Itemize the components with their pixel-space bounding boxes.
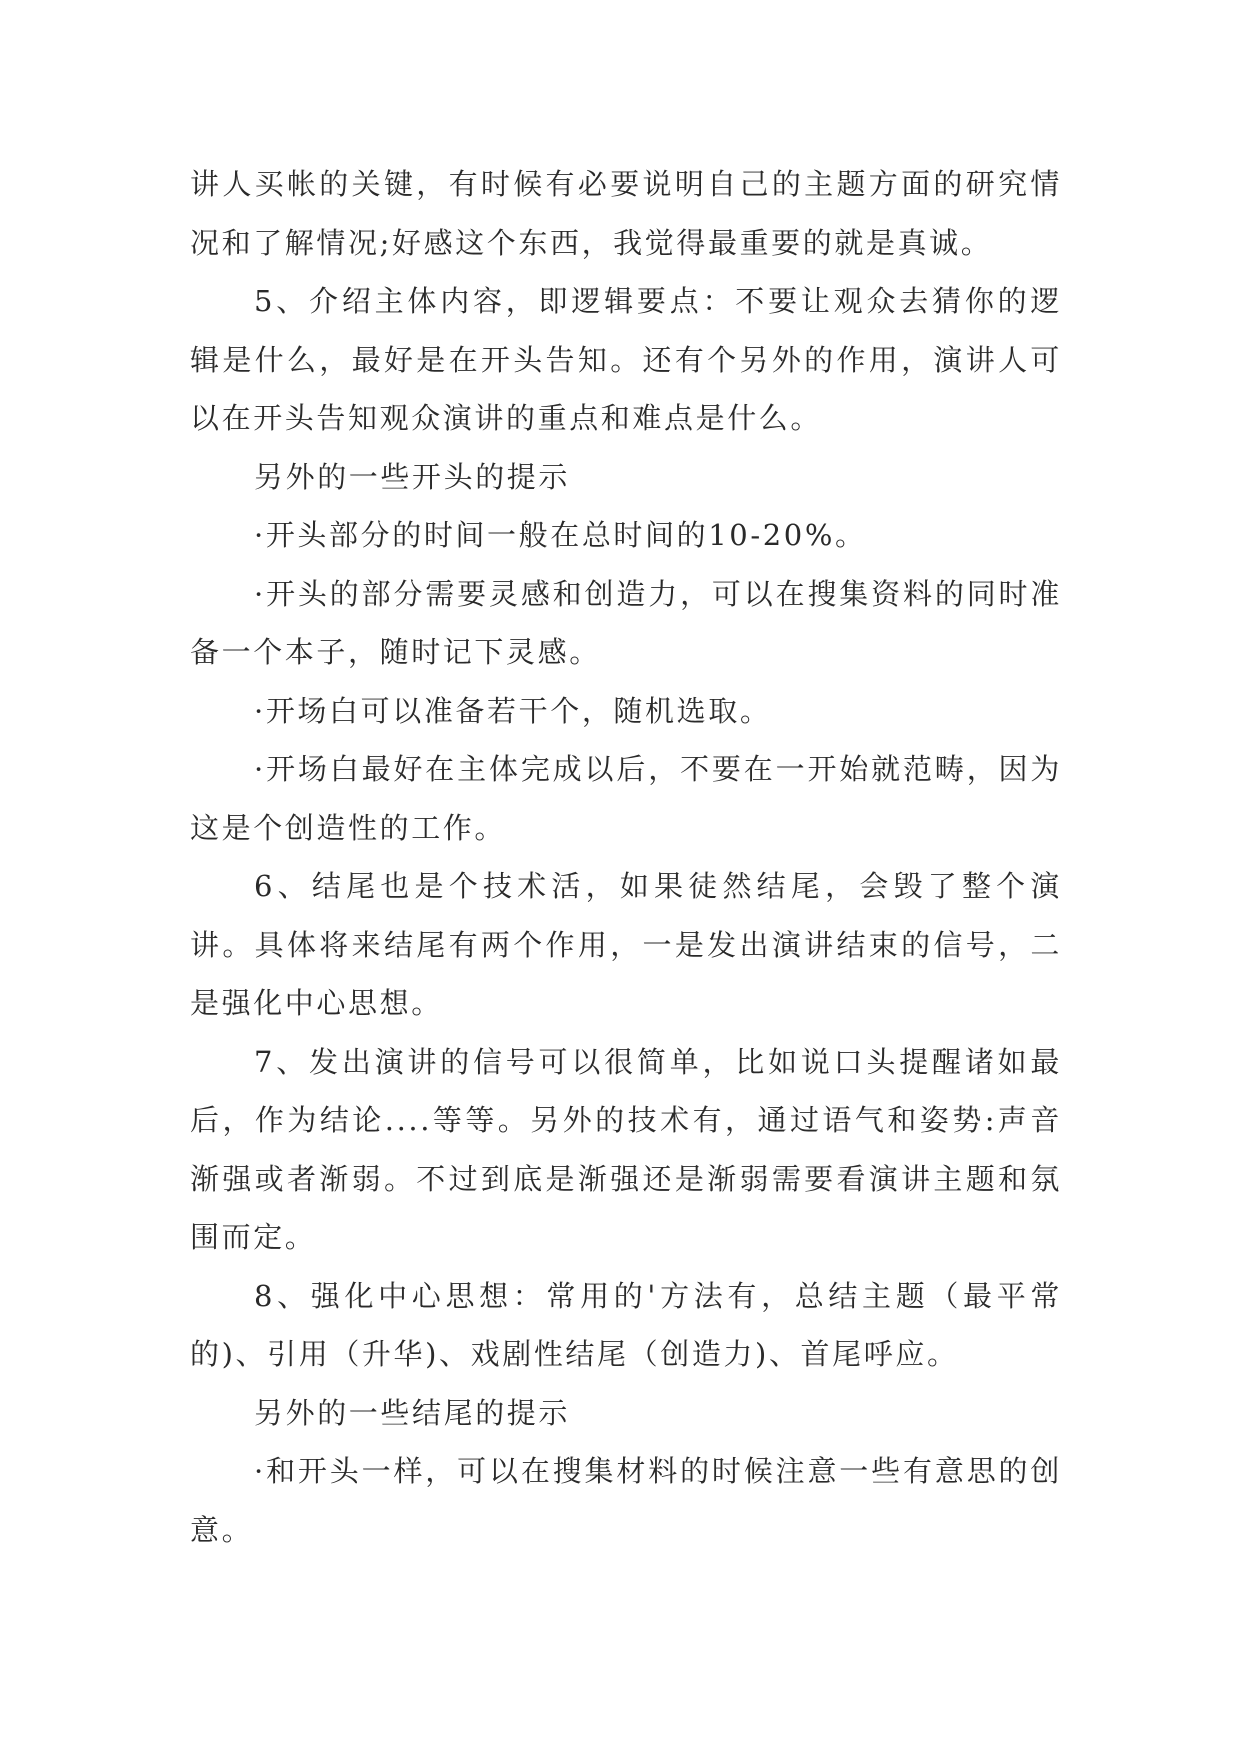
document-body	[190, 155, 1062, 1559]
paragraph-point-6: 6、结尾也是个技术活，如果徒然结尾，会毁了整个演讲。具体将来结尾有两个作用，一是发出演讲结束的信号，二是强化中心思想。	[190, 869, 1062, 1020]
subheading-opening-tips: 另外的一些开头的提示	[254, 459, 571, 494]
bullet-opening-inspiration: ·开头的部分需要灵感和创造力，可以在搜集资料的同时准备一个本子，随时记下灵感。	[190, 576, 1062, 669]
bullet-opening-options: ·开场白可以准备若干个，随机选取。	[254, 693, 772, 728]
bullet-ending-ideas: ·和开头一样，可以在搜集材料的时候注意一些有意思的创意。	[190, 1454, 1062, 1547]
paragraph-point-7: 7、发出演讲的信号可以很简单，比如说口头提醒诸如最后，作为结论....等等。另外的技术有，通过语气和姿势:声音渐强或者渐弱。不过到底是渐强还是渐弱需要看演讲主题和氛围而定。	[190, 1044, 1062, 1254]
bullet-opening-time: ·开头部分的时间一般在总时间的10-20%。	[254, 518, 867, 552]
paragraph-point-8: 8、强化中心思想：常用的'方法有，总结主题（最平常的)、引用（升华)、戏剧性结尾（创造力)、首尾呼应。	[190, 1278, 1062, 1371]
bullet-opening-order: ·开场白最好在主体完成以后，不要在一开始就范畴，因为这是个创造性的工作。	[190, 752, 1062, 845]
paragraph-point-5: 5、介绍主体内容，即逻辑要点：不要让观众去猜你的逻辑是什么，最好是在开头告知。还有个另外的作用，演讲人可以在开头告知观众演讲的重点和难点是什么。	[190, 284, 1062, 435]
paragraph-continuation: 讲人买帐的关键，有时候有必要说明自己的主题方面的研究情况和了解情况;好感这个东西，我觉得最重要的就是真诚。	[190, 167, 1062, 260]
subheading-ending-tips: 另外的一些结尾的提示	[254, 1395, 571, 1430]
